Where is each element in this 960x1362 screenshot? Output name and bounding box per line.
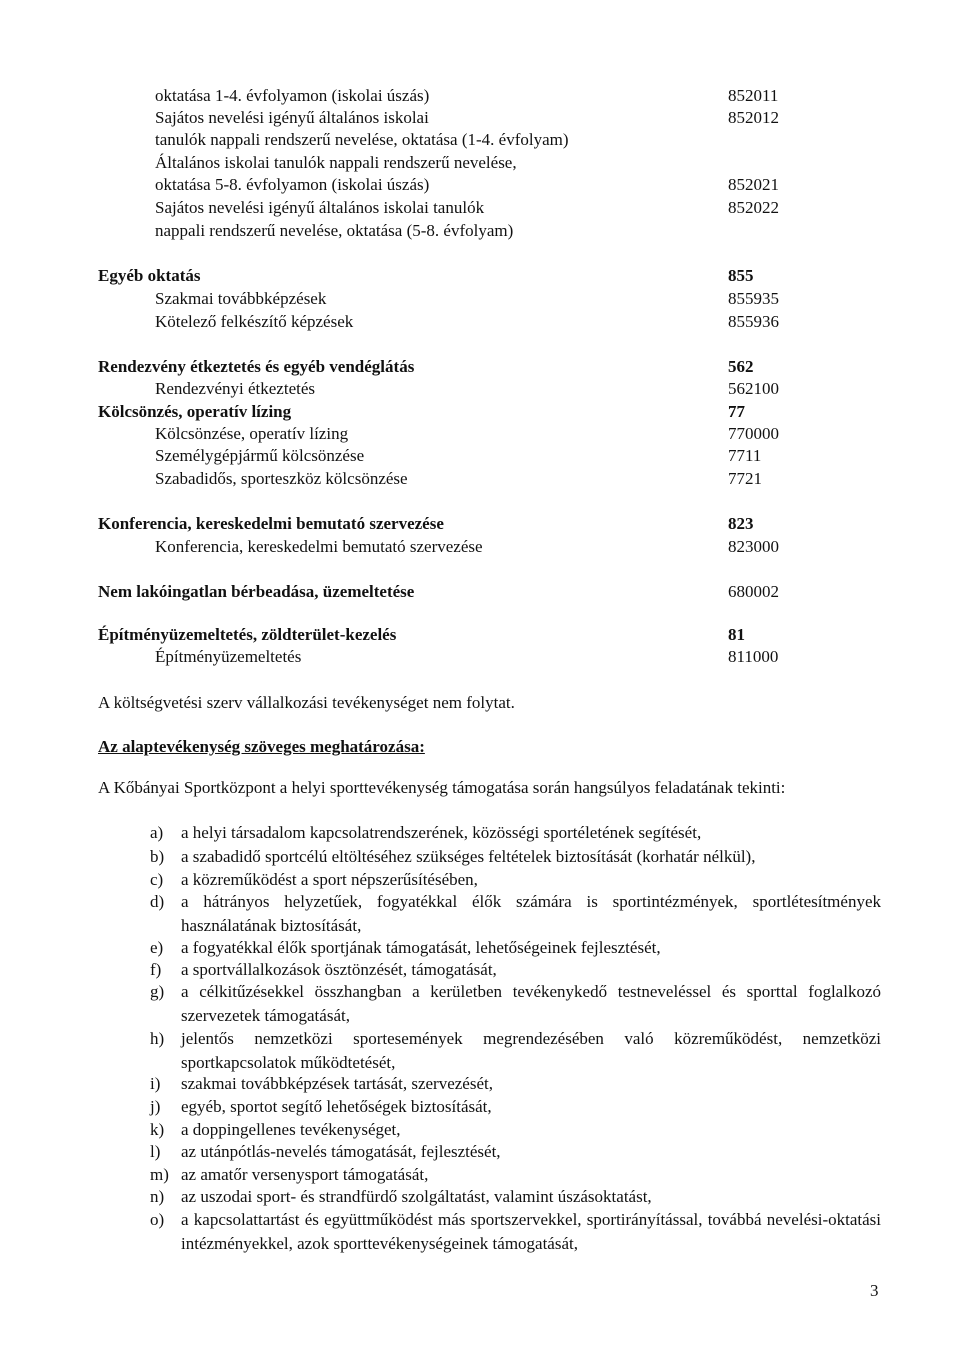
list-letter: a) — [150, 823, 164, 842]
activity-text: tanulók nappali rendszerű nevelése, oktatása (1-4. évfolyam) — [155, 130, 569, 149]
list-item: a doppingellenes tevékenységet, — [181, 1120, 401, 1139]
activity-code: 811000 — [728, 647, 779, 666]
list-item: a közreműködést a sport népszerűsítésében, — [181, 870, 478, 889]
activity-code: 823000 — [728, 537, 779, 556]
page-number: 3 — [870, 1281, 879, 1300]
list-item: az uszodai sport- és strandfürdő szolgáltatást, valamint úszásoktatást, — [181, 1187, 652, 1206]
activity-code: 852012 — [728, 108, 779, 127]
section-heading: Kölcsönzés, operatív lízing — [98, 402, 292, 421]
intro-paragraph: A Kőbányai Sportközpont a helyi sporttevékenység támogatása során hangsúlyos feladatának tekinti: — [98, 778, 786, 797]
section-heading: Nem lakóingatlan bérbeadása, üzemeltetése — [98, 582, 415, 601]
list-item: a helyi társadalom kapcsolatrendszerének, közösségi sportéletének segítését, — [181, 823, 702, 842]
list-item: jelentős nemzetközi sportesemények megrendezésében való közreműködést, nemzetközi sportkapcsolatok működtetését, — [181, 1029, 881, 1072]
activity-text: Kötelező felkészítő képzések — [155, 312, 354, 331]
list-letter: c) — [150, 870, 164, 889]
list-item: szakmai továbbképzések tartását, szervezését, — [181, 1074, 493, 1093]
section-heading: Egyéb oktatás — [98, 266, 201, 285]
list-item: az amatőr versenysport támogatását, — [181, 1165, 429, 1184]
activity-text: Személygépjármű kölcsönzése — [155, 446, 365, 465]
activity-text: nappali rendszerű nevelése, oktatása (5-8. évfolyam) — [155, 221, 514, 240]
list-letter: k) — [150, 1120, 165, 1139]
list-letter: d) — [150, 892, 165, 911]
activity-code: 7711 — [728, 446, 762, 465]
activity-code: 852021 — [728, 175, 779, 194]
section-heading: Konferencia, kereskedelmi bemutató szervezése — [98, 514, 444, 533]
list-item: a célkitűzésekkel összhangban a kerületben tevékenykedő testneveléssel és sporttal foglalkozó szervezetek támogatását, — [181, 982, 881, 1025]
section-code: 823 — [728, 514, 754, 533]
section-code: 562 — [728, 357, 754, 376]
activity-text: Szabadidős, sporteszköz kölcsönzése — [155, 469, 408, 488]
section-code: 680002 — [728, 582, 779, 601]
list-item: a fogyatékkal élők sportjának támogatását, lehetőségeinek fejlesztését, — [181, 938, 661, 957]
activity-text: Sajátos nevelési igényű általános iskolai — [155, 108, 429, 127]
section-heading: Rendezvény étkeztetés és egyéb vendéglátás — [98, 357, 415, 376]
list-letter: f) — [150, 960, 162, 979]
activity-text: Sajátos nevelési igényű általános iskolai tanulók — [155, 198, 485, 217]
section-title: Az alaptevékenység szöveges meghatározása: — [98, 737, 425, 756]
list-letter: g) — [150, 982, 165, 1001]
activity-code: 562100 — [728, 379, 779, 398]
list-letter: l) — [150, 1142, 161, 1161]
list-item: a hátrányos helyzetűek, fogyatékkal élők számára is sportintézmények, sportlétesítmények használatának biztosítását, — [181, 892, 881, 935]
list-letter: i) — [150, 1074, 161, 1093]
statement-text: A költségvetési szerv vállalkozási tevékenységet nem folytat. — [98, 693, 515, 712]
activity-text: Rendezvényi étkeztetés — [155, 379, 316, 398]
list-letter: h) — [150, 1029, 165, 1048]
list-item: az utánpótlás-nevelés támogatását, fejlesztését, — [181, 1142, 501, 1161]
list-letter: j) — [150, 1097, 161, 1116]
section-code: 855 — [728, 266, 754, 285]
activity-text: Építményüzemeltetés — [155, 647, 302, 666]
activity-code: 852011 — [728, 86, 779, 105]
activity-text: Konferencia, kereskedelmi bemutató szervezése — [155, 537, 483, 556]
list-item: a szabadidő sportcélú eltöltéséhez szükséges feltételek biztosítását (korhatár nélkül), — [181, 847, 756, 866]
list-letter: n) — [150, 1187, 165, 1206]
list-item: a sportvállalkozások ösztönzését, támogatását, — [181, 960, 497, 979]
activity-code: 852022 — [728, 198, 779, 217]
activity-code: 855936 — [728, 312, 779, 331]
activity-text: Szakmai továbbképzések — [155, 289, 327, 308]
activity-code: 770000 — [728, 424, 779, 443]
list-letter: o) — [150, 1210, 165, 1229]
activity-code: 7721 — [728, 469, 762, 488]
section-code: 81 — [728, 625, 745, 644]
list-letter: e) — [150, 938, 164, 957]
section-code: 77 — [728, 402, 745, 421]
activity-text: oktatása 1-4. évfolyamon (iskolai úszás) — [155, 86, 430, 105]
activity-text: Kölcsönzése, operatív lízing — [155, 424, 349, 443]
list-item: a kapcsolattartást és együttműködést más sportszervekkel, sportirányítással, továbbá nevelési-oktatási intézményekkel, azok sporttevékenységeinek támogatását, — [181, 1210, 881, 1253]
activity-text: Általános iskolai tanulók nappali rendszerű nevelése, — [155, 153, 517, 172]
activity-code: 855935 — [728, 289, 779, 308]
list-letter: b) — [150, 847, 165, 866]
list-item: egyéb, sportot segítő lehetőségek biztosítását, — [181, 1097, 492, 1116]
list-letter: m) — [150, 1165, 169, 1184]
section-heading: Építményüzemeltetés, zöldterület-kezelés — [98, 625, 397, 644]
activity-text: oktatása 5-8. évfolyamon (iskolai úszás) — [155, 175, 430, 194]
